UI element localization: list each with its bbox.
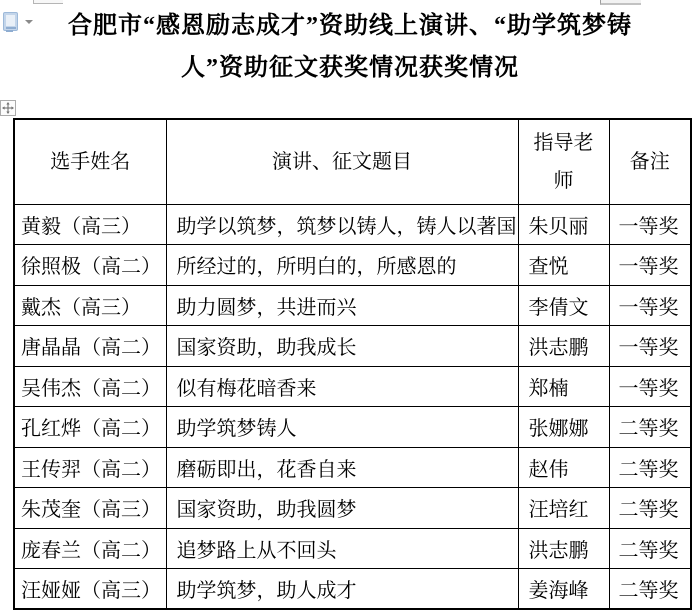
award-cell[interactable]: 二等奖: [609, 528, 691, 569]
contestant-name-cell[interactable]: 唐晶晶（高二）: [14, 326, 166, 367]
header-remark[interactable]: 备注: [609, 119, 691, 204]
award-cell[interactable]: 二等奖: [609, 447, 691, 488]
teacher-cell[interactable]: 汪培红: [518, 488, 609, 529]
topic-cell[interactable]: 助学筑梦铸人: [166, 407, 518, 448]
document-title[interactable]: [0, 5, 700, 89]
contestant-name-cell[interactable]: 孔红烨（高二）: [14, 407, 166, 448]
contestant-name-cell[interactable]: 朱茂奎（高三）: [14, 488, 166, 529]
teacher-cell[interactable]: 朱贝丽: [518, 204, 609, 245]
award-cell[interactable]: 一等奖: [609, 366, 691, 407]
header-teacher[interactable]: 指导老师: [518, 119, 609, 204]
table-row: [14, 488, 691, 529]
teacher-cell[interactable]: 赵伟: [518, 447, 609, 488]
topic-cell[interactable]: 助力圆梦，共进而兴: [166, 285, 518, 326]
table-row: [14, 528, 691, 569]
topic-cell[interactable]: 助学以筑梦，筑梦以铸人，铸人以著国: [166, 204, 518, 245]
awards-table: [13, 118, 692, 610]
award-cell[interactable]: 二等奖: [609, 569, 691, 610]
table-row: [14, 285, 691, 326]
award-cell[interactable]: 二等奖: [609, 488, 691, 529]
topic-cell[interactable]: 国家资助，助我圆梦: [166, 488, 518, 529]
teacher-cell[interactable]: 查悦: [518, 245, 609, 286]
header-contestant-name[interactable]: 选手姓名: [14, 119, 166, 204]
award-cell[interactable]: 一等奖: [609, 285, 691, 326]
contestant-name-cell[interactable]: 徐照极（高二）: [14, 245, 166, 286]
award-cell[interactable]: 二等奖: [609, 407, 691, 448]
table-row: [14, 326, 691, 367]
contestant-name-cell[interactable]: 吴伟杰（高二）: [14, 366, 166, 407]
table-header-row: [14, 119, 691, 204]
contestant-name-cell[interactable]: 汪娅娅（高三）: [14, 569, 166, 610]
topic-cell[interactable]: 国家资助，助我成长: [166, 326, 518, 367]
header-topic[interactable]: 演讲、征文题目: [166, 119, 518, 204]
table-row: [14, 447, 691, 488]
cropped-ui-fragment-left: [33, 0, 63, 4]
topic-cell[interactable]: 追梦路上从不回头: [166, 528, 518, 569]
award-cell[interactable]: 一等奖: [609, 204, 691, 245]
table-row: [14, 204, 691, 245]
award-cell[interactable]: 一等奖: [609, 245, 691, 286]
document-title-line1[interactable]: 合肥市“感恩励志成才”资助线上演讲、“助学筑梦铸: [68, 13, 632, 39]
teacher-cell[interactable]: 洪志鹏: [518, 528, 609, 569]
teacher-cell[interactable]: 姜海峰: [518, 569, 609, 610]
topic-cell[interactable]: 所经过的，所明白的，所感恩的: [166, 245, 518, 286]
award-cell[interactable]: 一等奖: [609, 326, 691, 367]
table-row: [14, 569, 691, 610]
topic-cell[interactable]: 助学筑梦，助人成才: [166, 569, 518, 610]
topic-cell[interactable]: 似有梅花暗香来: [166, 366, 518, 407]
table-move-handle[interactable]: [0, 100, 16, 116]
teacher-cell[interactable]: 李倩文: [518, 285, 609, 326]
contestant-name-cell[interactable]: 王传羿（高二）: [14, 447, 166, 488]
contestant-name-cell[interactable]: 黄毅（高三）: [14, 204, 166, 245]
move-crosshair-icon: [2, 102, 14, 114]
teacher-cell[interactable]: 张娜娜: [518, 407, 609, 448]
table-row: [14, 245, 691, 286]
topic-cell[interactable]: 磨砺即出，花香自来: [166, 447, 518, 488]
contestant-name-cell[interactable]: 庞春兰（高二）: [14, 528, 166, 569]
teacher-cell[interactable]: 郑楠: [518, 366, 609, 407]
teacher-cell[interactable]: 洪志鹏: [518, 326, 609, 367]
document-title-line2[interactable]: 人”资助征文获奖情况获奖情况: [181, 55, 519, 81]
table-row: [14, 407, 691, 448]
table-row: [14, 366, 691, 407]
contestant-name-cell[interactable]: 戴杰（高三）: [14, 285, 166, 326]
